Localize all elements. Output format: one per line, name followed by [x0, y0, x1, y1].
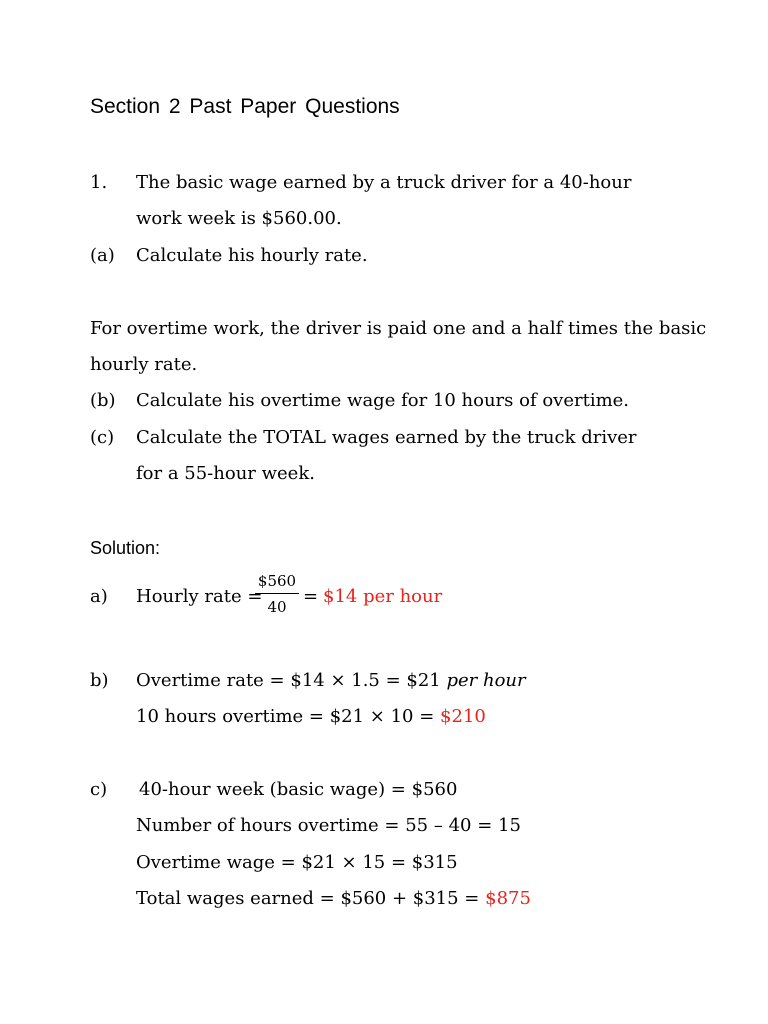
fraction-numerator: $560 [257, 572, 297, 590]
question-number: 1. [90, 172, 108, 193]
part-b-label: (b) [90, 390, 116, 411]
hourly-rate-fraction [255, 572, 299, 616]
part-c-line1: Calculate the TOTAL wages earned by the truck driver [136, 427, 637, 448]
solution-a-label: a) [90, 586, 108, 607]
page-title: Section 2 Past Paper Questions [90, 95, 400, 118]
question-intro-line1: The basic wage earned by a truck driver for a 40-hour [136, 172, 632, 193]
solution-a-lhs: Hourly rate = [136, 586, 263, 607]
solution-c-line3: Overtime wage = $21 × 15 = $315 [136, 852, 458, 873]
solution-heading: Solution: [90, 538, 161, 558]
fraction-denominator: 40 [267, 598, 287, 616]
per-hour-unit: per hour [446, 670, 526, 691]
part-b-text: Calculate his overtime wage for 10 hours of overtime. [136, 390, 630, 411]
solution-c-label: c) [90, 779, 108, 800]
solution-b-line1 [136, 670, 526, 692]
solution-b-label: b) [90, 670, 109, 691]
solution-b-answer: $210 [440, 706, 486, 727]
solution-a-equals: = [303, 586, 319, 607]
overtime-line2: hourly rate. [90, 354, 198, 375]
part-a-text: Calculate his hourly rate. [136, 245, 368, 266]
overtime-rate-calc: Overtime rate = $14 × 1.5 = $21 [136, 670, 441, 691]
solution-c-line4 [136, 888, 531, 910]
overtime-wage-calc: 10 hours overtime = $21 × 10 = [136, 706, 435, 727]
part-c-label: (c) [90, 427, 115, 448]
solution-b-line2 [136, 706, 486, 728]
part-a-label: (a) [90, 245, 115, 266]
solution-c-answer: $875 [485, 888, 531, 909]
question-intro-line2: work week is $560.00. [136, 208, 342, 229]
fraction-bar [255, 593, 299, 594]
solution-c-line2: Number of hours overtime = 55 – 40 = 15 [136, 815, 521, 836]
total-wages-calc: Total wages earned = $560 + $315 = [136, 888, 480, 909]
solution-c-line1: 40-hour week (basic wage) = $560 [139, 779, 458, 800]
overtime-line1: For overtime work, the driver is paid one and a half times the basic [90, 318, 707, 339]
part-c-line2: for a 55-hour week. [136, 463, 315, 484]
solution-a-answer: $14 per hour [323, 586, 443, 607]
